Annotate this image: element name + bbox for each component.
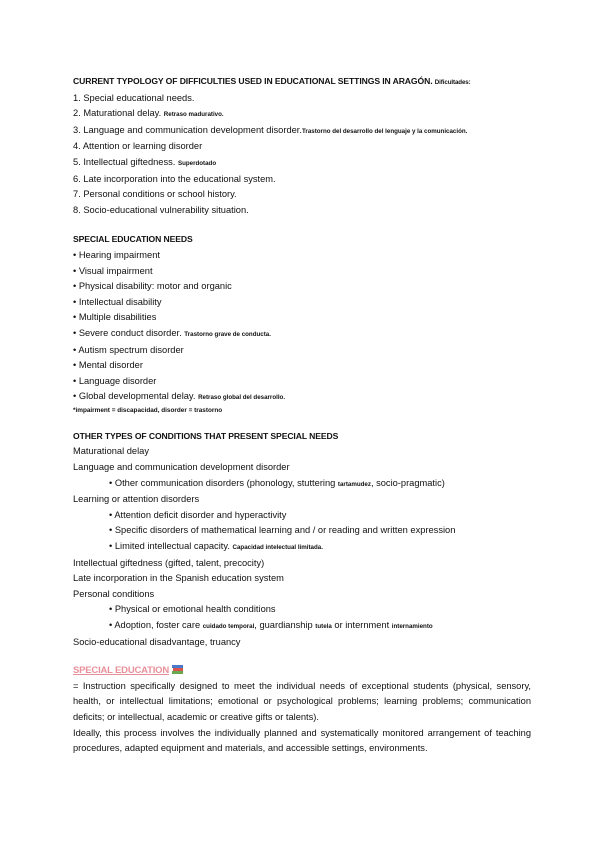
item-text: 8. Socio-educational vulnerability situation.: [73, 204, 249, 215]
spacer: [73, 218, 533, 232]
list-item: [73, 602, 533, 618]
other-conditions-list: [73, 444, 533, 650]
list-item: [73, 91, 533, 107]
document-page: [73, 74, 533, 757]
list-item: [73, 460, 533, 476]
list-item: [73, 374, 533, 390]
list-item: [73, 444, 533, 460]
item-text: Learning or attention disorders: [73, 494, 200, 505]
list-item: [73, 279, 533, 295]
item-text: • Intellectual disability: [73, 296, 162, 307]
item-note: Trastorno grave de conducta.: [184, 330, 271, 338]
list-item: [73, 295, 533, 311]
item-note: Trastorno del desarrollo del lenguaje y la comunicación.: [301, 127, 468, 135]
item-text: • Attention deficit disorder and hyperactivity: [109, 509, 287, 520]
list-item: [73, 139, 533, 155]
item-text: 2. Maturational delay.: [73, 108, 162, 119]
item-text: • Visual impairment: [73, 265, 153, 276]
books-icon: [172, 664, 183, 674]
list-item: [73, 326, 533, 343]
item-text: 7. Personal conditions or school history.: [73, 189, 237, 200]
list-item: [73, 618, 533, 635]
list-item: [73, 556, 533, 572]
item-text: • Multiple disabilities: [73, 312, 157, 323]
item-text: • Language disorder: [73, 375, 157, 386]
other-conditions-heading: OTHER TYPES OF CONDITIONS THAT PRESENT SPECIAL NEEDS: [73, 430, 339, 441]
item-text: Language and communication development disorder: [73, 462, 290, 473]
list-item: [73, 358, 533, 374]
item-text: • Specific disorders of mathematical learning and / or reading and written expression: [109, 525, 456, 536]
list-item: [73, 389, 533, 406]
item-text: • Limited intellectual capacity.: [109, 541, 230, 552]
item-text: • Adoption, foster care: [109, 620, 201, 630]
spacer: [73, 416, 533, 429]
item-text: Late incorporation in the Spanish education system: [73, 573, 284, 584]
list-item: [73, 571, 533, 587]
list-item: [73, 123, 533, 140]
list-item: [73, 508, 533, 524]
list-item: [73, 476, 533, 493]
list-item: [73, 187, 533, 203]
item-text: Socio-educational disadvantage, truancy: [73, 636, 241, 647]
item-text: Intellectual giftedness (gifted, talent, precocity): [73, 557, 265, 568]
typology-heading-text: CURRENT TYPOLOGY OF DIFFICULTIES USED IN EDUCATIONAL SETTINGS IN ARAGÓN.: [73, 76, 433, 86]
item-note: Retraso global del desarrollo.: [198, 394, 286, 402]
item-note: Retraso madurativo.: [163, 111, 224, 119]
footnote: *impairment = discapacidad, disorder = trastorno: [73, 406, 223, 414]
special-needs-heading: SPECIAL EDUCATION NEEDS: [73, 234, 193, 245]
item-text: 1. Special educational needs.: [73, 92, 195, 103]
list-item: [73, 106, 533, 123]
spacer: [73, 650, 533, 663]
item-note: internamiento: [391, 623, 433, 630]
item-text: Personal conditions: [73, 588, 155, 599]
item-text: • Other communication disorders (phonology, stuttering: [109, 477, 336, 488]
item-note: tutela: [315, 623, 332, 630]
special-education-heading-row: [73, 663, 533, 679]
list-item: [73, 635, 533, 651]
list-item: [73, 539, 533, 556]
typology-heading-note: Dificultades:: [434, 79, 471, 86]
item-text-after: , socio-pragmatic): [370, 477, 445, 488]
item-text: • Hearing impairment: [73, 249, 160, 260]
item-note: cuidado temporal: [202, 623, 255, 630]
item-text: • Physical disability: motor and organic: [73, 281, 232, 292]
list-item: [73, 343, 533, 359]
typology-list: [73, 91, 533, 219]
typology-heading: [73, 74, 533, 91]
item-text: 4. Attention or learning disorder: [73, 141, 203, 152]
item-note: tartamudez: [337, 480, 371, 488]
item-text: 5. Intellectual giftedness.: [73, 156, 176, 167]
list-item: [73, 155, 533, 172]
process-paragraph: Ideally, this process involves the individually planned and systematically monitored arrangement of teaching procedures, adapted equipment and materials, and accessible settings, environments.: [73, 727, 531, 754]
list-item: [73, 203, 533, 219]
item-text: • Physical or emotional health conditions: [109, 604, 276, 615]
list-item: [73, 248, 533, 264]
list-item: [73, 172, 533, 188]
item-text: 6. Late incorporation into the educational system.: [73, 173, 276, 184]
item-text: 3. Language and communication development disorder.: [73, 124, 302, 135]
list-item: [73, 310, 533, 326]
item-text: • Severe conduct disorder.: [73, 327, 182, 338]
special-education-heading[interactable]: SPECIAL EDUCATION: [73, 665, 170, 677]
special-needs-list: [73, 248, 533, 416]
item-text-after: or internment: [331, 620, 390, 630]
list-item: [73, 264, 533, 280]
item-text: • Mental disorder: [73, 360, 143, 371]
item-text: Maturational delay: [73, 446, 149, 457]
list-item: [73, 587, 533, 603]
item-note: Capacidad intelectual limitada.: [232, 544, 323, 552]
list-item: [73, 492, 533, 508]
definition-paragraph: = Instruction specifically designed to meet the individual needs of exceptional students (physical, sensory, health, or intellectual limitations; emotional or psychological problems; learning problems; communication deficits; or intellectual, academic or creative gifts or talents).: [73, 680, 531, 722]
item-text: • Global developmental delay.: [73, 391, 196, 402]
item-text-after: , guardianship: [254, 620, 313, 630]
list-item: [73, 523, 533, 539]
item-text: • Autism spectrum disorder: [73, 344, 184, 355]
item-note: Superdotado: [177, 159, 217, 167]
